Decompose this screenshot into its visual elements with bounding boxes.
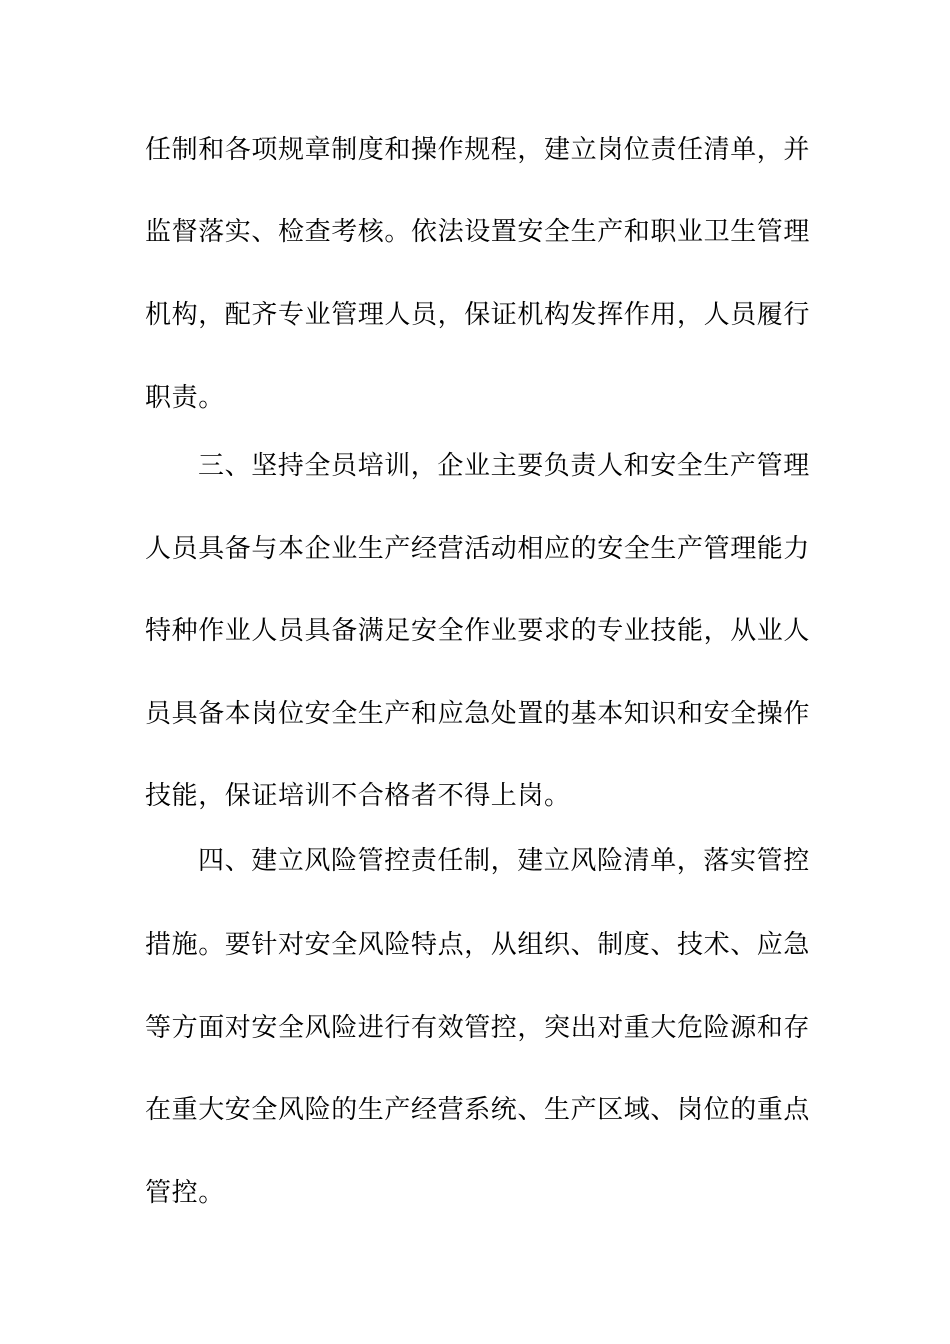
text-line: 等方面对安全风险进行有效管控，突出对重大危险源和存 xyxy=(145,1013,811,1043)
text-line: 技能，保证培训不合格者不得上岗。 xyxy=(145,781,571,811)
text-line: 措施。要针对安全风险特点，从组织、制度、技术、应急 xyxy=(145,930,811,960)
text-line: 管控。 xyxy=(145,1178,225,1208)
text-line: 在重大安全风险的生产经营系统、生产区域、岗位的重点 xyxy=(145,1095,811,1125)
text-line: 员具备本岗位安全生产和应急处置的基本知识和安全操作 xyxy=(145,699,811,729)
text-line: 人员具备与本企业生产经营活动相应的安全生产管理能力 xyxy=(145,534,811,564)
text-line: 特种作业人员具备满足安全作业要求的专业技能，从业人 xyxy=(145,616,811,646)
text-line: 职责。 xyxy=(145,383,225,413)
paragraph-heading-4: 四、建立风险管控责任制，建立风险清单，落实管控 xyxy=(198,846,810,876)
text-line: 任制和各项规章制度和操作规程，建立岗位责任清单，并 xyxy=(145,135,811,165)
text-line: 监督落实、检查考核。依法设置安全生产和职业卫生管理 xyxy=(145,217,811,247)
text-line: 机构，配齐专业管理人员，保证机构发挥作用，人员履行 xyxy=(145,300,811,330)
paragraph-heading-3: 三、坚持全员培训，企业主要负责人和安全生产管理 xyxy=(198,451,810,481)
